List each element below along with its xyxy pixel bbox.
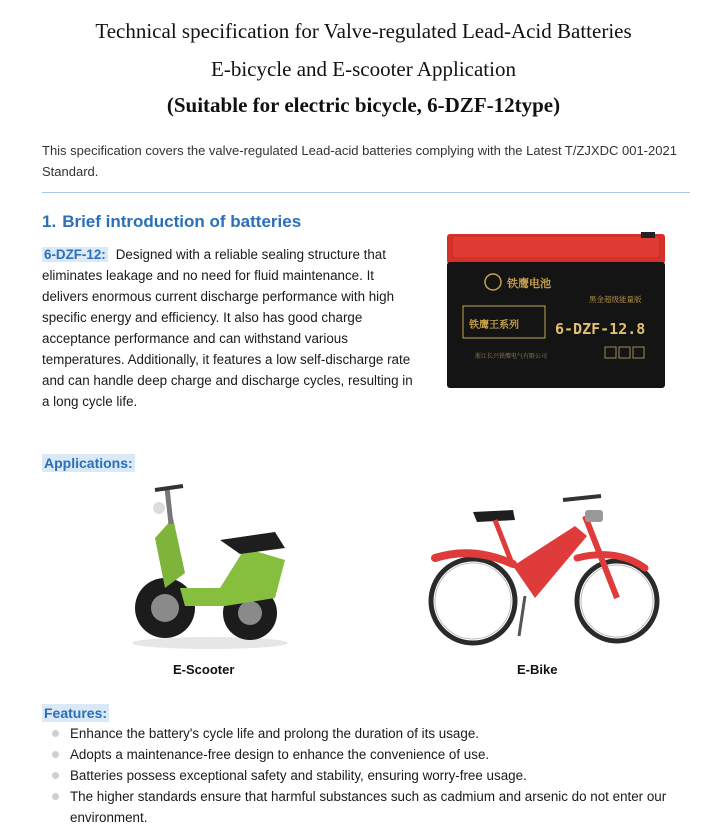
feature-text: The higher standards ensure that harmful substances such as cadmium and arsenic do not enter our environment.: [70, 789, 667, 825]
scooter-seat: [220, 532, 285, 554]
battery-image: [445, 232, 667, 390]
features-heading: Features:: [44, 705, 108, 721]
scooter-rear-hub: [238, 601, 262, 625]
battery-brand: 铁鹰电池: [507, 277, 551, 290]
list-item: [50, 744, 710, 765]
bike-front-wheel: [577, 561, 657, 641]
section-number: 1.: [42, 212, 57, 231]
bike-image: [425, 486, 663, 656]
scooter-front-shield: [155, 518, 185, 588]
list-item: [50, 765, 710, 786]
battery-description: [42, 244, 422, 412]
description-text: Designed with a reliable sealing structure that eliminates leakage and no need for fluid maintenance. It delivers enormous current discharge performance with high specific energy and efficiency. It also has good charge acceptance performance and can withstand various temperatures. Additionally, it features a low self-discharge rate and can handle deep charge and discharge cycles, resulting in a long cycle life.: [42, 247, 413, 409]
bullet-icon: [52, 730, 59, 737]
title-line-3: (Suitable for electric bicycle, 6-DZF-12type): [166, 93, 561, 117]
battery-maker: 浙江长兴铁鹰电气有限公司: [475, 353, 548, 360]
document-title: [0, 18, 727, 118]
divider: [42, 192, 690, 193]
list-item: [50, 723, 710, 744]
section-title: Brief introduction of batteries: [62, 212, 302, 231]
bike-handlebar: [563, 496, 601, 500]
scooter-front-hub: [151, 594, 179, 622]
bullet-icon: [52, 793, 59, 800]
bike-headlight: [585, 510, 603, 522]
scooter-image: [125, 478, 295, 656]
bullet-icon: [52, 751, 59, 758]
bike-caption: E-Bike: [517, 662, 558, 677]
title-line-2: E-bicycle and E-scooter Application: [211, 57, 516, 81]
bike-front-spokes: [581, 565, 653, 637]
feature-text: Batteries possess exceptional safety and stability, ensuring worry-free usage.: [70, 768, 527, 783]
scooter-steering: [167, 488, 171, 524]
applications-heading: Applications:: [44, 455, 133, 471]
features-list: [50, 723, 710, 828]
bike-kickstand: [519, 596, 525, 636]
bike-frame: [513, 526, 587, 598]
scooter-headlight: [153, 502, 165, 514]
bike-rear-spokes: [435, 563, 511, 639]
list-item: [50, 786, 710, 828]
bullet-icon: [52, 772, 59, 779]
battery-series: 铁鹰王系列: [469, 320, 519, 331]
scooter-handlebar: [155, 486, 183, 490]
model-tag: 6-DZF-12:: [44, 247, 106, 262]
title-line-1: Technical specification for Valve-regulated Lead-Acid Batteries: [95, 19, 632, 43]
bike-seat: [473, 510, 515, 522]
scooter-caption: E-Scooter: [173, 662, 235, 677]
scooter-shadow: [132, 637, 288, 649]
feature-text: Adopts a maintenance-free design to enhance the convenience of use.: [70, 747, 490, 762]
battery-lid-panel: [453, 237, 659, 257]
bike-rear-wheel: [431, 559, 515, 643]
section-heading: [42, 212, 301, 232]
scooter-body: [180, 548, 285, 606]
battery-model: 6-DZF-12.8: [555, 320, 646, 338]
intro-paragraph: This specification covers the valve-regulated Lead-acid batteries complying with the Latest T/ZJXDC 001-2021 Standard.: [42, 143, 677, 179]
battery-terminal: [641, 232, 655, 238]
feature-text: Enhance the battery's cycle life and prolong the duration of its usage.: [70, 726, 479, 741]
battery-badge: 黑金超级能量版: [589, 295, 642, 304]
